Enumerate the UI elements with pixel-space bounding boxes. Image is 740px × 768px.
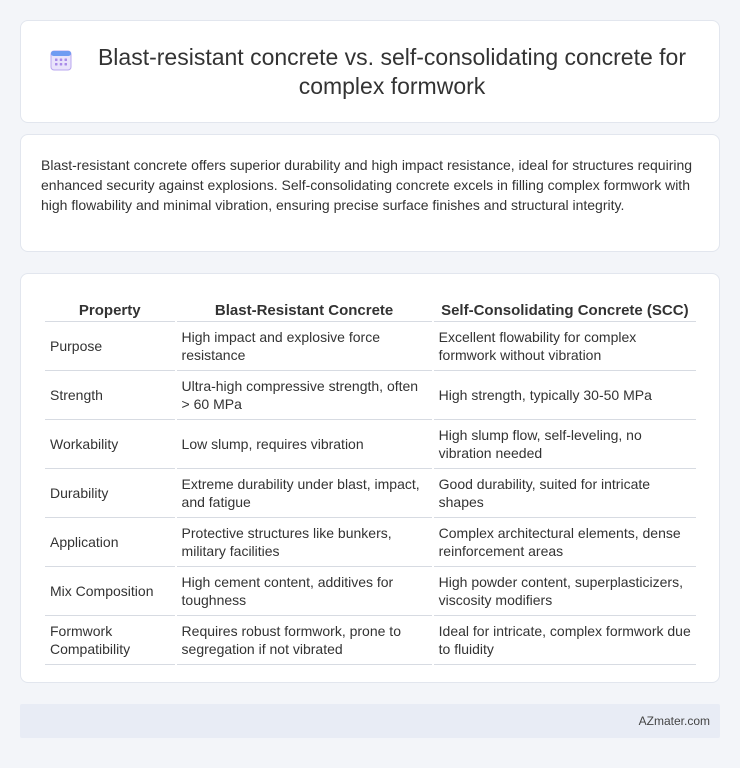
calendar-icon: [50, 49, 72, 71]
scc-cell: Good durability, suited for intricate shapes: [434, 469, 696, 518]
blast-resistant-cell: High cement content, additives for toughness: [177, 567, 432, 616]
table-row: [45, 616, 696, 665]
comparison-table: [43, 294, 698, 665]
property-cell: Application: [45, 518, 175, 567]
blast-resistant-cell: Requires robust formwork, prone to segregation if not vibrated: [177, 616, 432, 665]
title-card: [20, 20, 720, 123]
table-row: [45, 518, 696, 567]
column-header-property: Property: [45, 294, 175, 322]
comparison-table-card: [20, 273, 720, 683]
summary-text: Blast-resistant concrete offers superior durability and high impact resistance, ideal for structures requiring enhanced security against explosions. Self-consolidating concrete excels in filling complex formwork with high flowability and minimal vibration, ensuring precise surface finishes and structural integrity.: [41, 157, 693, 213]
blast-resistant-cell: Low slump, requires vibration: [177, 420, 432, 469]
blast-resistant-cell: High impact and explosive force resistance: [177, 322, 432, 371]
scc-cell: High powder content, superplasticizers, viscosity modifiers: [434, 567, 696, 616]
blast-resistant-cell: Extreme durability under blast, impact, and fatigue: [177, 469, 432, 518]
table-row: [45, 371, 696, 420]
property-cell: Durability: [45, 469, 175, 518]
summary-card: [20, 134, 720, 252]
title-row: [50, 43, 690, 101]
footer-brand[interactable]: AZmater.com: [638, 714, 710, 728]
table-row: [45, 469, 696, 518]
page-title: Blast-resistant concrete vs. self-consolidating concrete for complex formwork: [97, 43, 687, 99]
property-cell: Strength: [45, 371, 175, 420]
table-row: [45, 567, 696, 616]
column-header-scc: Self-Consolidating Concrete (SCC): [434, 294, 696, 322]
scc-cell: High slump flow, self-leveling, no vibration needed: [434, 420, 696, 469]
table-row: [45, 322, 696, 371]
property-cell: Workability: [45, 420, 175, 469]
property-cell: Mix Composition: [45, 567, 175, 616]
table-row: [45, 420, 696, 469]
blast-resistant-cell: Ultra-high compressive strength, often > 60 MPa: [177, 371, 432, 420]
scc-cell: High strength, typically 30-50 MPa: [434, 371, 696, 420]
table-header-row: [45, 294, 696, 322]
column-header-blast-resistant: Blast-Resistant Concrete: [177, 294, 432, 322]
footer-bar: [20, 704, 720, 738]
property-cell: Formwork Compatibility: [45, 616, 175, 665]
scc-cell: Complex architectural elements, dense reinforcement areas: [434, 518, 696, 567]
blast-resistant-cell: Protective structures like bunkers, military facilities: [177, 518, 432, 567]
scc-cell: Ideal for intricate, complex formwork due to fluidity: [434, 616, 696, 665]
property-cell: Purpose: [45, 322, 175, 371]
scc-cell: Excellent flowability for complex formwork without vibration: [434, 322, 696, 371]
